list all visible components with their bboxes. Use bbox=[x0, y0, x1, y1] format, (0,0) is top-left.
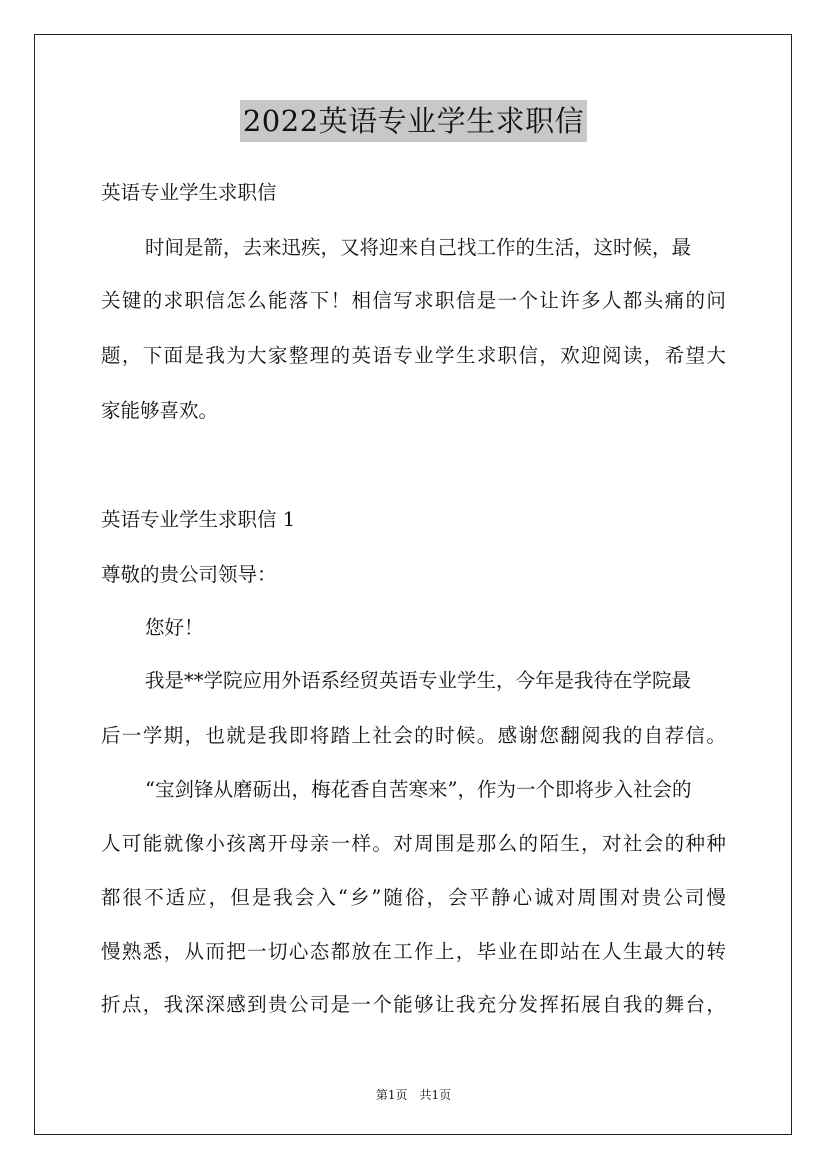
paragraph-line: 家能够喜欢。 bbox=[101, 399, 219, 422]
paragraph-line: 时间是箭，去来迅疾，又将迎来自己找工作的生活，这时候，最 bbox=[145, 236, 692, 259]
paragraph-line: 关 键 的 求 职 信 怎 么 能 落 下 ！ 相 信 写 求 职 信 是 一 个 让 许 多 人 都 头 痛 的 问 bbox=[101, 289, 726, 312]
paragraph-line: 我是**学院应用外语系经贸英语专业学生，今年是我待在学院最 bbox=[145, 669, 692, 692]
paragraph-line: 折 点 ， 我 深 深 感 到 贵 公 司 是 一 个 能 够 让 我 充 分 发 挥 拓 展 自 我 的 舞 台 ， bbox=[101, 993, 726, 1016]
paragraph-line: 慢 熟 悉 ， 从 而 把 一 切 心 态 都 放 在 工 作 上 ， 毕 业 在 即 站 在 人 生 最 大 的 转 bbox=[101, 940, 726, 963]
intro-heading: 英语专业学生求职信 bbox=[101, 181, 277, 204]
salutation: 尊敬的贵公司领导： bbox=[101, 563, 277, 586]
greeting: 您好！ bbox=[145, 616, 204, 639]
document-title: 2022英语专业学生求职信 bbox=[240, 100, 587, 142]
paragraph-line: 题 ， 下 面 是 我 为 大 家 整 理 的 英 语 专 业 学 生 求 职 信 ， 欢 迎 阅 读 ， 希 望 大 bbox=[101, 344, 726, 367]
section-heading: 英语专业学生求职信 1 bbox=[101, 508, 296, 531]
paragraph-line: “宝剑锋从磨砺出，梅花香自苦寒来”，作为一个即将步入社会的 bbox=[145, 778, 692, 801]
paragraph-line: 人 可 能 就 像 小 孩 离 开 母 亲 一 样 。 对 周 围 是 那 么 的 陌 生 ， 对 社 会 的 种 种 bbox=[101, 832, 726, 855]
title-container bbox=[0, 100, 827, 142]
paragraph-line: 都 很 不 适 应 ， 但 是 我 会 入 “ 乡 ” 随 俗 ， 会 平 静 心 诚 对 周 围 对 贵 公 司 慢 bbox=[101, 886, 726, 909]
paragraph-line: 后 一 学 期 ， 也 就 是 我 即 将 踏 上 社 会 的 时 候 。 感 谢 您 翻 阅 我 的 自 荐 信 。 bbox=[101, 724, 726, 747]
page-footer: 第1页 共1页 bbox=[375, 1088, 452, 1102]
